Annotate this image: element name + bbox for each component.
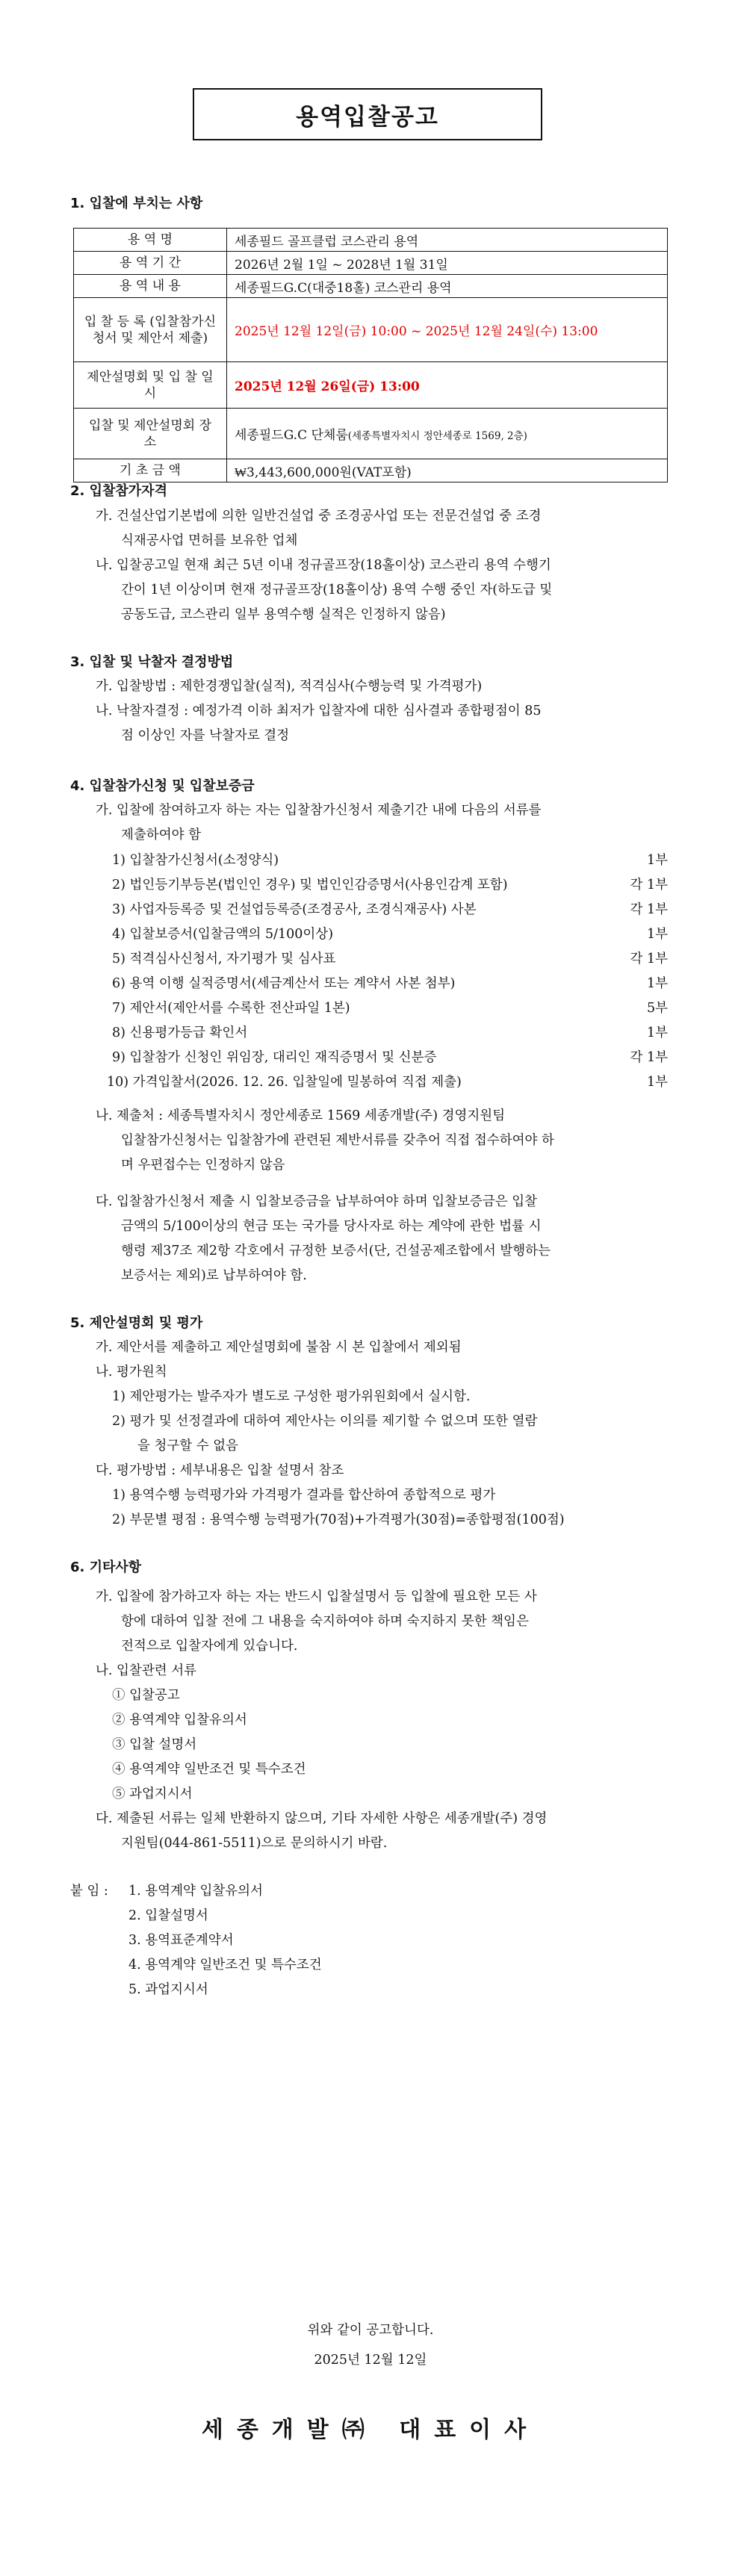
attachment-item: 3. 용역표준계약서 bbox=[128, 1933, 234, 1948]
doc-item: 5) 적격심사신청서, 자기평가 및 심사표 bbox=[112, 952, 336, 966]
info-table bbox=[73, 228, 668, 482]
text-line: 2) 부문별 평점 : 용역수행 능력평가(70점)+가격평가(30점)=종합평점(100점) bbox=[112, 1512, 565, 1527]
text-line: 공동도급, 코스관리 일부 용역수행 실적은 인정하지 않음) bbox=[121, 607, 446, 622]
doc-count: 1부 bbox=[646, 853, 668, 868]
attachment-item: 2. 입찰설명서 bbox=[128, 1908, 208, 1923]
text-line: 식재공사업 면허를 보유한 업체 bbox=[121, 533, 298, 548]
text-line: 입찰참가신청서는 입찰참가에 관련된 제반서류를 갖추어 직접 접수하여야 하 bbox=[121, 1133, 554, 1148]
attachment-item: 5. 과업지시서 bbox=[128, 1982, 208, 1997]
table-row bbox=[74, 362, 668, 409]
section-4-heading: 4. 입찰참가신청 및 입찰보증금 bbox=[70, 778, 255, 794]
page-title: 용역입찰공고 bbox=[296, 103, 439, 131]
doc-count: 각 1부 bbox=[630, 902, 668, 917]
doc-item: 6) 용역 이행 실적증명서(세금계산서 또는 계약서 사본 첨부) bbox=[112, 976, 456, 991]
related-doc: ② 용역계약 입찰유의서 bbox=[112, 1713, 247, 1728]
text-line: 나. 입찰공고일 현재 최근 5년 이내 정규골프장(18홀이상) 코스관리 용역 수행기 bbox=[96, 558, 551, 573]
attachment-label: 붙 임 : bbox=[70, 1884, 108, 1899]
text-line: 보증서는 제외)로 납부하여야 함. bbox=[121, 1268, 307, 1283]
attachment-item: 4. 용역계약 일반조건 및 특수조건 bbox=[128, 1958, 322, 1973]
related-doc: ① 입찰공고 bbox=[112, 1688, 180, 1703]
text-line: 가. 입찰에 참가하고자 하는 자는 반드시 입찰설명서 등 입찰에 필요한 모든 사 bbox=[96, 1589, 537, 1604]
text-line: 2) 평가 및 선정결과에 대하여 제안사는 이의를 제기할 수 없으며 또한 열람 bbox=[112, 1414, 538, 1429]
attachment-item: 1. 용역계약 입찰유의서 bbox=[128, 1884, 263, 1899]
doc-item: 10) 가격입찰서(2026. 12. 26. 입찰일에 밀봉하여 직접 제출) bbox=[107, 1075, 462, 1090]
text-line: 다. 제출된 서류는 일체 반환하지 않으며, 기타 자세한 사항은 세종개발(주) 경영 bbox=[96, 1811, 548, 1826]
row-label: 기 초 금 액 bbox=[74, 459, 227, 482]
doc-item: 7) 제안서(제안서를 수록한 전산파일 1본) bbox=[112, 1001, 350, 1016]
text-line: 간이 1년 이상이며 현재 정규골프장(18홀이상) 용역 수행 중인 자(하도급 및 bbox=[121, 583, 553, 598]
row-value bbox=[227, 409, 668, 459]
row-value: 2026년 2월 1일 ~ 2028년 1월 31일 bbox=[227, 252, 668, 275]
bid-datetime: 2025년 12월 26일(금) 13:00 bbox=[227, 362, 668, 409]
row-label: 용 역 명 bbox=[74, 229, 227, 252]
text-line: 다. 입찰참가신청서 제출 시 입찰보증금을 납부하여야 하며 입찰보증금은 입찰 bbox=[96, 1194, 538, 1209]
text-line: 가. 제안서를 제출하고 제안설명회에 불참 시 본 입찰에서 제외됨 bbox=[96, 1340, 462, 1355]
text-line: 나. 평가원칙 bbox=[96, 1365, 167, 1379]
doc-count: 1부 bbox=[646, 1025, 668, 1040]
text-line: 나. 입찰관련 서류 bbox=[96, 1663, 197, 1678]
venue-name: 세종필드G.C 단체룸 bbox=[235, 428, 348, 443]
section-2-heading: 2. 입찰참가자격 bbox=[70, 483, 167, 499]
text-line: 나. 낙찰자결정 : 예정가격 이하 최저가 입찰자에 대한 심사결과 종합평점이 85 bbox=[96, 704, 542, 719]
base-amount: ₩3,443,600,000원(VAT포함) bbox=[227, 459, 668, 482]
text-line: 가. 입찰방법 : 제한경쟁입찰(실적), 적격심사(수행능력 및 가격평가) bbox=[96, 679, 483, 694]
related-doc: ⑤ 과업지시서 bbox=[112, 1787, 193, 1801]
text-line: 점 이상인 자를 낙찰자로 결정 bbox=[121, 728, 290, 743]
row-label: 입찰 및 제안설명회 장 소 bbox=[74, 409, 227, 459]
text-line: 다. 평가방법 : 세부내용은 입찰 설명서 참조 bbox=[96, 1463, 344, 1478]
closing-statement: 위와 같이 공고합니다. bbox=[307, 2323, 434, 2338]
table-row bbox=[74, 275, 668, 298]
text-line: 가. 입찰에 참여하고자 하는 자는 입찰참가신청서 제출기간 내에 다음의 서류를 bbox=[96, 803, 542, 818]
doc-item: 4) 입찰보증서(입찰금액의 5/100이상) bbox=[112, 927, 334, 942]
doc-item: 8) 신용평가등급 확인서 bbox=[112, 1025, 248, 1040]
doc-count: 5부 bbox=[646, 1001, 668, 1016]
section-3-heading: 3. 입찰 및 낙찰자 결정방법 bbox=[70, 654, 234, 670]
text-line: 며 우편접수는 인정하지 않음 bbox=[121, 1158, 285, 1173]
doc-count: 1부 bbox=[646, 927, 668, 942]
table-row bbox=[74, 229, 668, 252]
text-line: 제출하여야 함 bbox=[121, 828, 201, 842]
row-label: 입 찰 등 록 (입찰참가신청서 및 제안서 제출) bbox=[74, 298, 227, 362]
text-line: 을 청구할 수 없음 bbox=[137, 1438, 239, 1453]
text-line: 항에 대하여 입찰 전에 그 내용을 숙지하여야 하며 숙지하지 못한 책임은 bbox=[121, 1614, 529, 1629]
text-line: 1) 용역수행 능력평가와 가격평가 결과를 합산하여 종합적으로 평가 bbox=[112, 1488, 496, 1503]
text-line: 나. 제출처 : 세종특별자치시 정안세종로 1569 세종개발(주) 경영지원팀 bbox=[96, 1108, 506, 1123]
registration-period: 2025년 12월 12일(금) 10:00 ~ 2025년 12월 24일(수) 13:00 bbox=[227, 298, 668, 362]
doc-item: 1) 입찰참가신청서(소정양식) bbox=[112, 853, 279, 868]
doc-count: 각 1부 bbox=[630, 1050, 668, 1065]
doc-item: 3) 사업자등록증 및 건설업등록증(조경공사, 조경식재공사) 사본 bbox=[112, 902, 477, 917]
text-line: 지원팀(044-861-5511)으로 문의하시기 바람. bbox=[121, 1836, 388, 1851]
doc-item: 2) 법인등기부등본(법인인 경우) 및 법인인감증명서(사용인감계 포함) bbox=[112, 878, 508, 893]
venue-address: (세종특별자치시 정안세종로 1569, 2층) bbox=[347, 430, 527, 442]
doc-count: 1부 bbox=[646, 1075, 668, 1090]
table-row bbox=[74, 298, 668, 362]
row-label: 용 역 내 용 bbox=[74, 275, 227, 298]
table-row bbox=[74, 409, 668, 459]
doc-count: 1부 bbox=[646, 976, 668, 991]
doc-item: 9) 입찰참가 신청인 위임장, 대리인 재직증명서 및 신분증 bbox=[112, 1050, 437, 1065]
row-value: 세종필드 골프클럽 코스관리 용역 bbox=[227, 229, 668, 252]
row-label: 용 역 기 간 bbox=[74, 252, 227, 275]
section-5-heading: 5. 제안설명회 및 평가 bbox=[70, 1315, 203, 1331]
section-6-heading: 6. 기타사항 bbox=[70, 1559, 142, 1575]
related-doc: ④ 용역계약 일반조건 및 특수조건 bbox=[112, 1762, 306, 1777]
row-value: 세종필드G.C(대중18홀) 코스관리 용역 bbox=[227, 275, 668, 298]
row-label: 제안설명회 및 입 찰 일 시 bbox=[74, 362, 227, 409]
text-line: 행령 제37조 제2항 각호에서 규정한 보증서(단, 건설공제조합에서 발행하는 bbox=[121, 1244, 551, 1258]
text-line: 가. 건설산업기본법에 의한 일반건설업 중 조경공사업 또는 전문건설업 중 조경 bbox=[96, 509, 542, 524]
section-1-heading: 1. 입찰에 부치는 사항 bbox=[70, 196, 203, 211]
table-row bbox=[74, 252, 668, 275]
text-line: 1) 제안평가는 발주자가 별도로 구성한 평가위원회에서 실시함. bbox=[112, 1389, 471, 1404]
doc-count: 각 1부 bbox=[630, 878, 668, 893]
signature: 세종개발㈜ 대표이사 bbox=[201, 2417, 540, 2443]
title-box bbox=[193, 88, 542, 140]
closing-date: 2025년 12월 12일 bbox=[314, 2353, 427, 2368]
text-line: 전적으로 입찰자에게 있습니다. bbox=[121, 1639, 298, 1654]
text-line: 금액의 5/100이상의 현금 또는 국가를 당사자로 하는 계약에 관한 법률 시 bbox=[121, 1219, 542, 1234]
doc-count: 각 1부 bbox=[630, 952, 668, 966]
related-doc: ③ 입찰 설명서 bbox=[112, 1737, 197, 1752]
table-row bbox=[74, 459, 668, 482]
